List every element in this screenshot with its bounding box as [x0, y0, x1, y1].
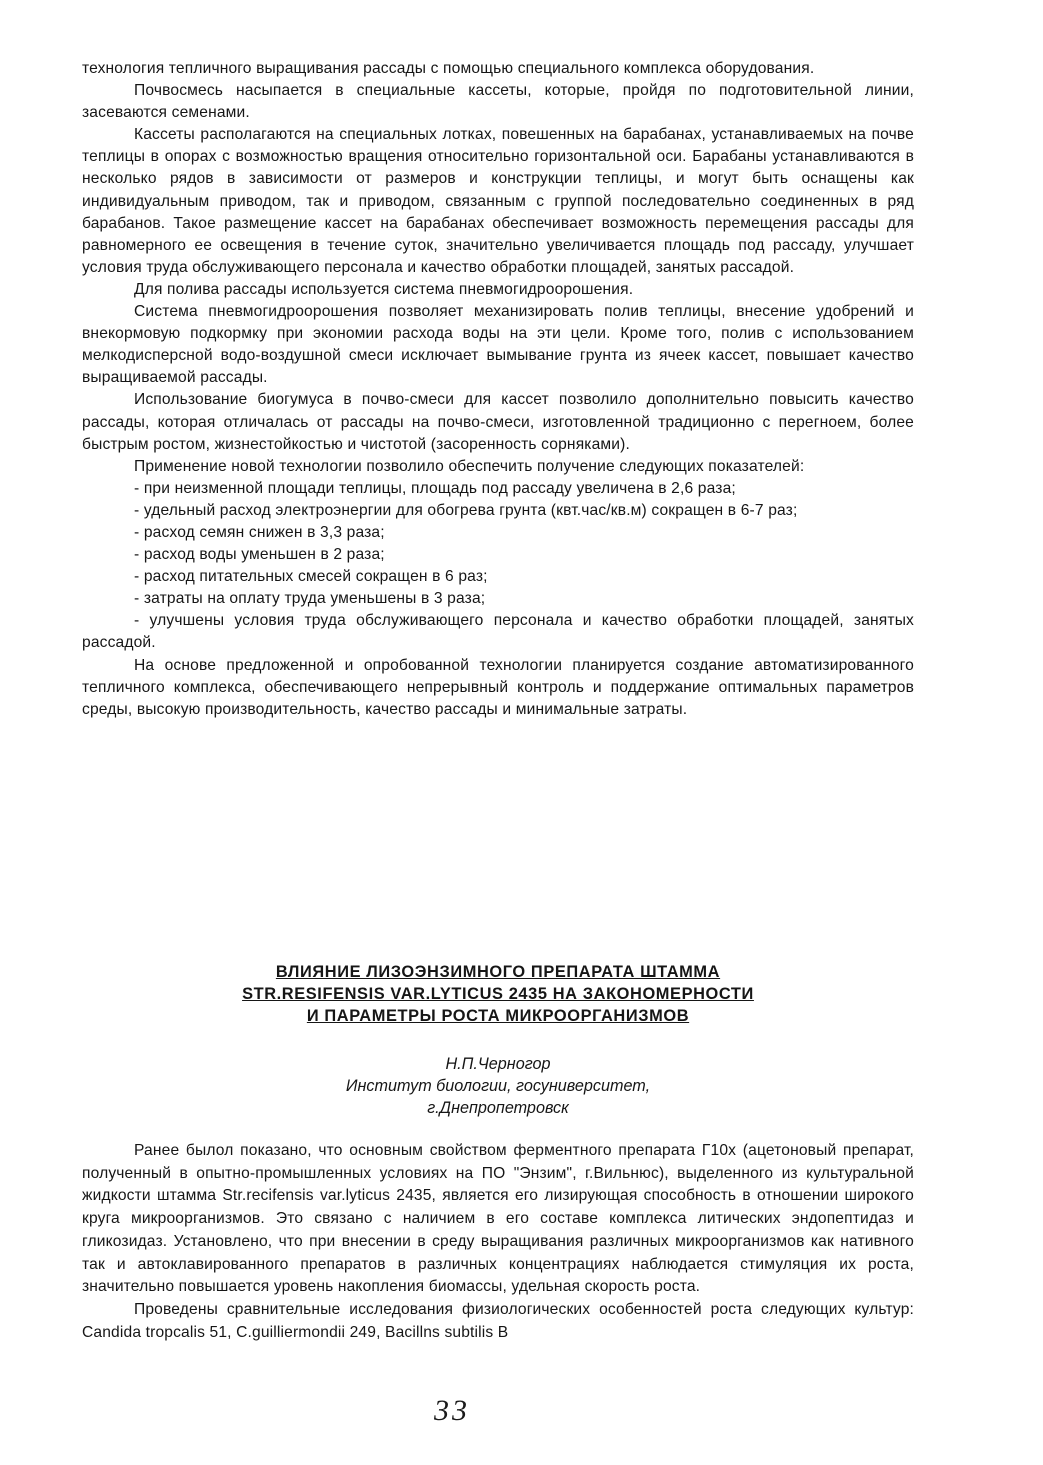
author-block: [82, 1053, 914, 1119]
article-body: [82, 1140, 914, 1344]
paragraph: Ранее былол показано, что основным свойством ферментного препарата Г10х (ацетоновый препарат, полученный в опытно-промышленных условиях на ПО "Энзим", г.Вильнюс), выделенного из культуральной жидкости штамма Str.recifensis var.lyticus 2435, является его лизирующая способность в отношении широкого круга микроорганизмов. Это связано с наличием в его составе комплекса литических эндопептидаз и гликозидаз. Установлено, что при внесении в среду выращивания различных микроорганизмов как нативного так и автоклавированного препаратов в различных концентрациях наблюдается стимуляция их роста, значительно повышается уровень накопления биомассы, удельная скорость роста.: [82, 1142, 914, 1296]
article-title: [82, 962, 914, 1027]
paragraph: Проведены сравнительные исследования физиологических особенностей роста следующих культур: Candida tropcalis 51, C.guilliermondii 249, Bacillns subtilis B: [82, 1300, 914, 1341]
body-text: [82, 58, 914, 721]
paragraph: Применение новой технологии позволило обеспечить получение следующих показателей:: [134, 457, 805, 475]
title-line: ВЛИЯНИЕ ЛИЗОЭНЗИМНОГО ПРЕПАРАТА ШТАММА: [275, 963, 721, 981]
city: г.Днепропетровск: [427, 1099, 569, 1117]
title-line: И ПАРАМЕТРЫ РОСТА МИКРООРГАНИЗМОВ: [306, 1006, 690, 1025]
list-item: - расход питательных смесей сокращен в 6 раз;: [134, 568, 488, 586]
list-item: - затраты на оплату труда уменьшены в 3 раза;: [134, 590, 486, 608]
list-item: - при неизменной площади теплицы, площадь под рассаду увеличена в 2,6 раза;: [134, 479, 736, 497]
paragraph: технология тепличного выращивания рассады с помощью специального комплекса оборудования.: [82, 60, 815, 77]
list-item: - удельный расход электроэнергии для обогрева грунта (квт.час/кв.м) сокращен в 6-7 раз;: [134, 501, 798, 519]
affiliation: Институт биологии, госуниверситет,: [345, 1077, 651, 1095]
paragraph: Система пневмогидроорошения позволяет механизировать полив теплицы, внесение удобрений и внекормовую подкормку при экономии расхода воды на эти цели. Кроме того, полив с использованием мелкодисперсной водо-воздушной смеси исключает вымывание грунта из ячеек кассет, повышает качество выращиваемой рассады.: [82, 303, 914, 387]
paragraph: На основе предложенной и опробованной технологии планируется создание автоматизированного тепличного комплекса, обеспечивающего непрерывный контроль и поддержание оптимальных параметров среды, высокую производительность, качество рассады и минимальные затраты.: [82, 656, 914, 718]
page-number: 33: [434, 1394, 470, 1427]
paragraph: Кассеты располагаются на специальных лотках, повешенных на барабанах, устанавливаемых на почве теплицы в опорах с возможностью вращения относительно горизонтальной оси. Барабаны устанавливаются в несколько рядов в зависимости от размеров и конструкции теплицы, и могут быть оснащены как индивидуальным приводом, так и приводом, связанным с группой последовательно соединенных в ряд барабанов. Такое размещение кассет на барабанах обеспечивает возможность перемещения рассады для равномерного ее освещения в течение суток, значительно увеличивается площадь под рассаду, улучшает условия труда обслуживающего персонала и качество обработки площадей, занятых рассадой.: [82, 126, 914, 276]
paragraph: Для полива рассады используется система пневмогидроорошения.: [134, 280, 634, 298]
list-item: - расход воды уменьшен в 2 раза;: [134, 546, 385, 564]
list-item: - улучшены условия труда обслуживающего персонала и качество обработки площадей, занятых рассадой.: [82, 612, 914, 652]
title-line: STR.RESIFENSIS VAR.LYTICUS 2435 НА ЗАКОНОМЕРНОСТИ: [242, 984, 754, 1003]
paragraph: Почвосмесь насыпается в специальные кассеты, которые, пройдя по подготовительной линии, засеваются семенами.: [82, 82, 914, 122]
author-name: Н.П.Черногор: [445, 1055, 551, 1073]
paragraph: Использование биогумуса в почво-смеси для кассет позволило дополнительно повысить качество рассады, которая отличалась от рассады на почво-смеси, изготовленной традиционно с перегноем, более быстрым ростом, жизнестойкостью и чистотой (засоренность сорняками).: [82, 391, 914, 453]
list-item: - расход семян снижен в 3,3 раза;: [134, 523, 385, 541]
